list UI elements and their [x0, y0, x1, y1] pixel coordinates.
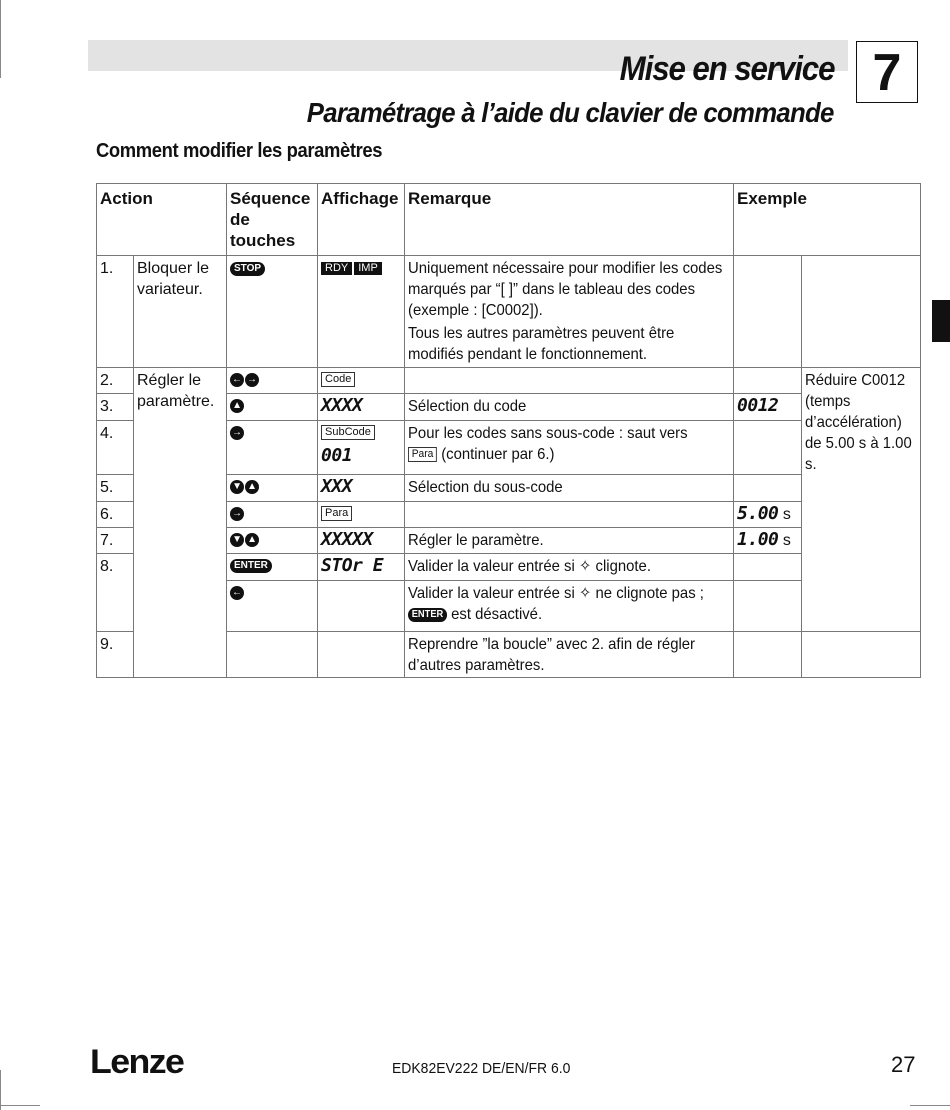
step-number: 8.	[97, 554, 134, 632]
key-cell	[227, 256, 318, 368]
page-number: 27	[891, 1052, 916, 1077]
example-cell	[802, 632, 921, 678]
example-cell	[734, 581, 802, 632]
display-cell	[318, 368, 405, 394]
key-cell	[227, 368, 318, 394]
key-cell	[227, 421, 318, 475]
example-note: Réduire C0012 (temps d’accélération) de 5.00 s à 1.00 s.	[802, 368, 921, 632]
lcd-value: STOr E	[321, 555, 384, 576]
arrow-up-key-icon: ▲	[230, 399, 244, 413]
example-cell	[734, 554, 802, 581]
header-remark: Remarque	[405, 184, 734, 256]
example-cell	[734, 475, 802, 502]
enter-key-icon: ENTER	[408, 608, 447, 622]
remark-cell: Sélection du code	[405, 394, 734, 421]
stop-key-icon: STOP	[230, 262, 265, 276]
step-number: 7.	[97, 528, 134, 554]
para-label-icon: Para	[321, 506, 352, 521]
chapter-number: 7	[856, 41, 918, 103]
crop-mark	[0, 0, 1, 78]
step-number: 1.	[97, 256, 134, 368]
display-cell	[318, 256, 405, 368]
para-label-icon: Para	[408, 447, 437, 462]
step-number: 3.	[97, 394, 134, 421]
key-cell	[227, 502, 318, 528]
step-number: 9.	[97, 632, 134, 678]
lcd-value: XXXX	[321, 395, 363, 416]
parameter-steps-table	[96, 183, 921, 678]
key-cell	[227, 554, 318, 581]
example-cell	[734, 632, 802, 678]
crop-mark	[0, 1105, 40, 1106]
example-cell: 1.00 s	[734, 528, 802, 554]
example-cell	[734, 256, 802, 368]
arrow-right-key-icon: →	[247, 373, 258, 385]
section-heading: Comment modifier les paramètres	[96, 140, 383, 162]
chapter-title: Mise en service	[619, 50, 834, 88]
table-row	[97, 368, 921, 394]
remark-cell: Sélection du sous-code	[405, 475, 734, 502]
remark-cell	[405, 368, 734, 394]
key-cell	[227, 632, 318, 678]
display-cell	[318, 475, 405, 502]
remark-cell: Régler le paramètre.	[405, 528, 734, 554]
key-cell	[227, 475, 318, 502]
arrow-right-key-icon: →	[232, 507, 243, 519]
step-number: 4.	[97, 421, 134, 475]
lenze-logo: Lenze	[90, 1043, 184, 1081]
remark-cell: Reprendre ”la boucle” avec 2. afin de régler d’autres paramètres.	[405, 632, 734, 678]
lcd-value: XXX	[321, 476, 353, 497]
example-cell: 5.00 s	[734, 502, 802, 528]
display-cell	[318, 394, 405, 421]
lcd-value: XXXXX	[321, 529, 373, 550]
table-row	[97, 256, 921, 368]
arrow-up-key-icon: ▲	[245, 480, 259, 494]
header-keys: Séquence de touches	[227, 184, 318, 256]
step-action: Régler le paramètre.	[134, 368, 227, 678]
crop-mark	[0, 1070, 1, 1110]
page-subtitle: Paramétrage à l’aide du clavier de commande	[307, 97, 834, 128]
header-example: Exemple	[734, 184, 921, 256]
rdy-led-icon: RDY	[321, 262, 352, 275]
arrow-down-key-icon: ▼	[230, 480, 244, 494]
code-label-icon: Code	[321, 372, 355, 387]
lcd-value: 5.00	[737, 503, 779, 524]
display-cell	[318, 502, 405, 528]
arrow-left-key-icon: ←	[232, 373, 243, 385]
remark-cell	[405, 256, 734, 368]
step-number: 6.	[97, 502, 134, 528]
example-cell	[734, 421, 802, 475]
example-cell	[802, 256, 921, 368]
step-number: 5.	[97, 475, 134, 502]
imp-led-icon: IMP	[354, 262, 382, 275]
arrow-right-key-icon: →	[232, 426, 243, 438]
header-action: Action	[97, 184, 227, 256]
remark-cell: Valider la valeur entrée si ✧ ne clignote pas ; ENTER est désactivé.	[405, 581, 734, 632]
crop-mark	[910, 1105, 950, 1106]
lcd-value: 0012	[737, 395, 779, 416]
remark-cell	[405, 502, 734, 528]
lcd-value: 1.00	[737, 529, 779, 550]
display-cell	[318, 632, 405, 678]
document-id: EDK82EV222 DE/EN/FR 6.0	[392, 1060, 571, 1077]
remark-text: Tous les autres paramètres peuvent être modifiés pendant le fonctionnement.	[408, 325, 675, 363]
display-cell	[318, 554, 405, 581]
chapter-side-tab	[932, 300, 950, 342]
lcd-value: 001	[321, 445, 353, 466]
display-cell	[318, 581, 405, 632]
subcode-label-icon: SubCode	[321, 425, 375, 440]
display-cell	[318, 421, 405, 475]
example-cell	[734, 368, 802, 394]
step-action: Bloquer le variateur.	[134, 256, 227, 368]
arrow-up-key-icon: ▲	[245, 533, 259, 547]
step-number: 2.	[97, 368, 134, 394]
remark-cell: Valider la valeur entrée si ✧ clignote.	[405, 554, 734, 581]
remark-text: Uniquement nécessaire pour modifier les codes marqués par “[ ]” dans le tableau des codes (exemple : [C0002]).	[408, 260, 723, 319]
key-cell	[227, 528, 318, 554]
enter-key-icon: ENTER	[230, 559, 272, 573]
display-cell	[318, 528, 405, 554]
arrow-left-key-icon: ←	[232, 586, 243, 598]
remark-cell: Pour les codes sans sous-code : saut vers Para (continuer par 6.)	[405, 421, 734, 475]
key-cell	[227, 581, 318, 632]
table-header-row	[97, 184, 921, 256]
header-display: Affichage	[318, 184, 405, 256]
example-cell	[734, 394, 802, 421]
arrow-down-key-icon: ▼	[230, 533, 244, 547]
key-cell	[227, 394, 318, 421]
